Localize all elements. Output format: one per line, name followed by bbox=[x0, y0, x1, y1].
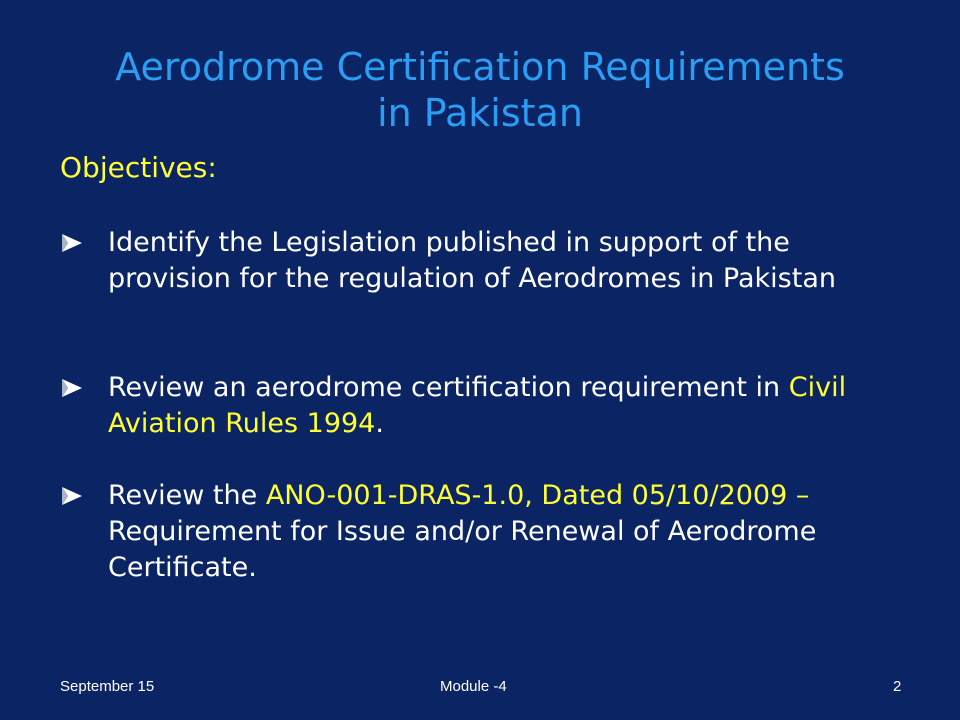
footer-module: Module -4 bbox=[440, 678, 507, 695]
bullet-highlight: ANO-001-DRAS-1.0, Dated 05/10/2009 – bbox=[265, 480, 810, 511]
bullet-text bbox=[108, 370, 920, 442]
arrow-bullet-icon bbox=[60, 485, 84, 507]
bullet-item bbox=[60, 478, 920, 586]
title-line-1: Aerodrome Certification Requirements bbox=[115, 45, 845, 89]
slide-title bbox=[40, 44, 920, 136]
bullet-highlight: Civil Aviation Rules 1994 bbox=[108, 372, 847, 439]
title-line-2: in Pakistan bbox=[377, 91, 583, 135]
bullet-text-pre: Review the bbox=[108, 480, 266, 511]
bullet-text bbox=[108, 478, 920, 586]
bullet-text-post: . bbox=[375, 408, 384, 439]
bullet-text-pre: Review an aerodrome certification requirement in bbox=[108, 372, 789, 403]
bullet-item bbox=[60, 370, 920, 442]
bullet-text: Identify the Legislation published in support of the provision for the regulation of Aerodromes in Pakistan bbox=[108, 227, 836, 294]
objectives-heading: Objectives: bbox=[60, 151, 217, 184]
footer-date: September 15 bbox=[60, 678, 155, 695]
bullet-item bbox=[60, 225, 920, 297]
bullet-text-post: Requirement for Issue and/or Renewal of Aerodrome Certificate. bbox=[108, 516, 817, 583]
footer-page-number: 2 bbox=[893, 678, 902, 695]
arrow-bullet-icon bbox=[60, 377, 84, 399]
arrow-bullet-icon bbox=[60, 232, 84, 254]
